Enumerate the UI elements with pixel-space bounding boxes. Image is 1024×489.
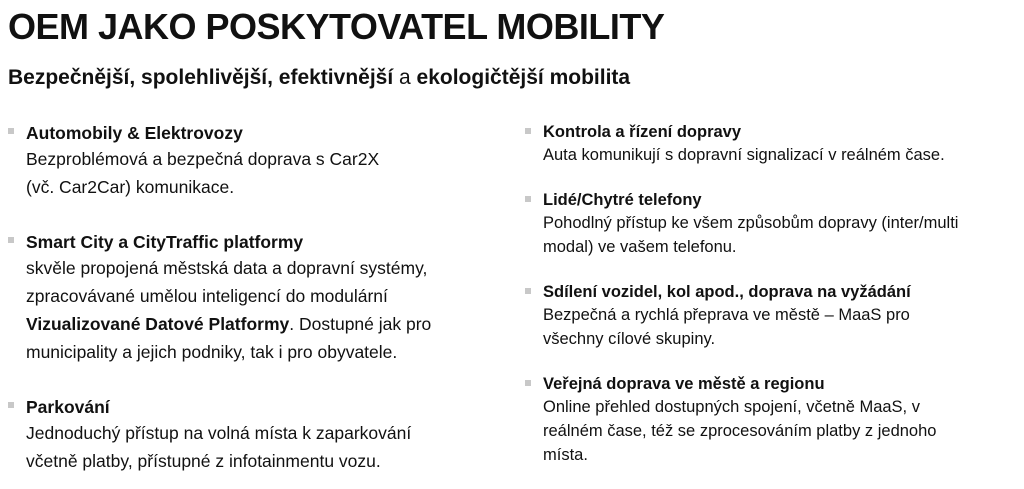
list-item-sharing [525,281,1020,351]
description-line: (vč. Car2Car) komunikace. [26,177,235,197]
bullet-icon [525,128,531,134]
description-line: Online přehled dostupných spojení, včetně MaaS, v [543,398,920,416]
description-line: Bezproblémová a bezpečná doprava s Car2X [26,149,380,169]
list-item-smartphones [525,189,1020,259]
description-fragment: . Dostupné jak pro [289,314,432,334]
item-description [543,303,1020,351]
bullet-icon [8,128,14,134]
description-line: všechny cílové skupiny. [543,330,716,348]
list-item-public-transport [525,373,1020,467]
description-line: modal) ve vašem telefonu. [543,238,737,256]
item-title: Lidé/Chytré telefony [543,191,702,209]
description-line: municipality a jejich podniky, tak i pro obyvatele. [26,342,398,362]
description-line: zpracovávané umělou inteligencí do modulární [26,286,388,306]
page-subtitle [8,66,630,90]
description-line: skvěle propojená městská data a dopravní systémy, [26,258,428,278]
description-line: Pohodlný přístup ke všem způsobům dopravy (inter/multi [543,214,959,232]
item-title: Sdílení vozidel, kol apod., doprava na vyžádání [543,283,911,301]
description-line: včetně platby, přístupné z infotainmentu vozu. [26,451,381,471]
item-title: Kontrola a řízení dopravy [543,123,742,141]
description-line: Jednoduchý přístup na volná místa k zaparkování [26,423,412,443]
description-line: reálném čase, též se zprocesováním platby z jednoho [543,422,937,440]
item-title: Smart City a CityTraffic platformy [26,232,304,252]
item-title: Parkování [26,397,110,417]
bullet-icon [525,288,531,294]
item-description [543,143,1020,167]
bullet-icon [525,196,531,202]
subtitle-part-2: ekologičtější mobilita [416,66,631,89]
description-line [26,310,508,338]
item-description [543,211,1020,259]
item-description [543,395,1020,467]
description-line: Bezpečná a rychlá přeprava ve městě – MaaS pro [543,306,910,324]
description-line: Auta komunikují s dopravní signalizací v reálném čase. [543,146,945,164]
platform-name: Vizualizované Datové Platformy [26,314,290,334]
subtitle-part-1: Bezpečnější, spolehlivější, efektivnější [8,66,394,89]
item-description [26,145,508,201]
page-title: OEM JAKO POSKYTOVATEL MOBILITY [8,6,665,47]
item-title: Veřejná doprava ve městě a regionu [543,375,825,393]
right-column [525,121,1020,467]
item-description [26,254,508,366]
item-title: Automobily & Elektrovozy [26,123,243,143]
bullet-icon [8,237,14,243]
bullet-icon [8,402,14,408]
bullet-icon [525,380,531,386]
description-line: místa. [543,446,588,464]
list-item-traffic-control [525,121,1020,167]
list-item-cars [8,121,508,201]
left-column [8,121,508,475]
list-item-parking [8,395,508,475]
list-item-smart-city [8,230,508,366]
subtitle-connector: a [393,66,417,89]
item-description [26,419,508,475]
